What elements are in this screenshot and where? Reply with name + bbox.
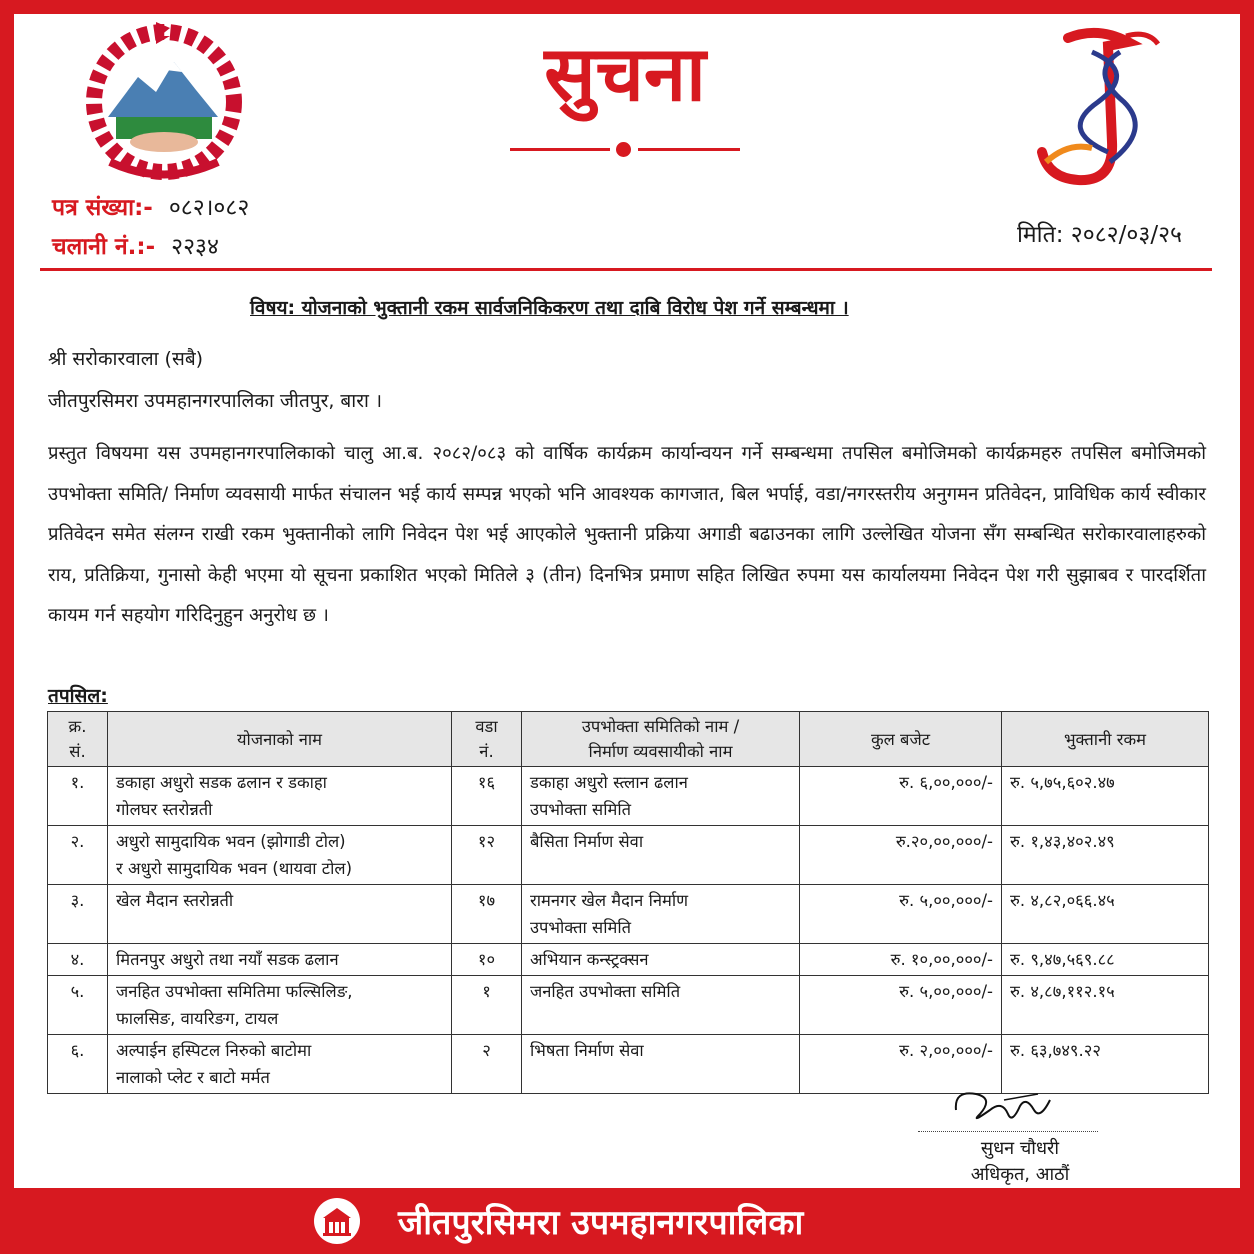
- subject-line: विषय: योजनाको भुक्तानी रकम सार्वजनिकिकरण तथा दाबि विरोध पेश गर्ने सम्बन्धमा ।: [250, 297, 849, 319]
- signature: [950, 1080, 1060, 1130]
- cell-paid: रु. ४,८२,०६६.४५: [1002, 885, 1209, 944]
- col-header-budget: कुल बजेट: [800, 712, 1002, 767]
- cell-ward: १: [452, 976, 522, 1035]
- cell-ward: २: [452, 1035, 522, 1094]
- notice-headline: सुचना: [544, 29, 706, 118]
- cell-committee: डकाहा अधुरो स्त्लान ढलान उपभोक्ता समिति: [522, 767, 800, 826]
- headline-underline-right: [638, 148, 740, 151]
- cell-budget: रु. २,००,०००/-: [800, 1035, 1002, 1094]
- cell-committee: अभियान कन्स्ट्रक्सन: [522, 944, 800, 976]
- col-header-paid: भुक्तानी रकम: [1002, 712, 1209, 767]
- signer-title: अधिकृत, आठौं: [970, 1164, 1070, 1185]
- cell-committee: रामनगर खेल मैदान निर्माण उपभोक्ता समिति: [522, 885, 800, 944]
- header-rule: [40, 268, 1212, 271]
- cell-name: अधुरो सामुदायिक भवन (झोगाडी टोल) र अधुरो सामुदायिक भवन (थायवा टोल): [108, 826, 452, 885]
- municipal-building-icon: [314, 1198, 360, 1244]
- dispatch-number-row: [52, 236, 219, 259]
- dispatch-number-value: २२३४: [171, 234, 219, 260]
- cell-sn: ४.: [48, 944, 108, 976]
- cell-paid: रु. ६३,७४९.२२: [1002, 1035, 1209, 1094]
- municipality-logo-icon: [1028, 22, 1166, 192]
- footer-municipality-name: जीतपुरसिमरा उपमहानगरपालिका: [398, 1203, 804, 1243]
- dispatch-number-label: चलानी नं.:-: [52, 234, 156, 260]
- table-row: [48, 944, 1209, 976]
- cell-committee: बैसिता निर्माण सेवा: [522, 826, 800, 885]
- cell-sn: ५.: [48, 976, 108, 1035]
- schedule-label: तपसिल:: [48, 685, 108, 707]
- cell-paid: रु. १,४३,४०२.४९: [1002, 826, 1209, 885]
- cell-budget: रु. १०,००,०००/-: [800, 944, 1002, 976]
- table-header-row: [48, 712, 1209, 767]
- table-row: [48, 885, 1209, 944]
- letter-number-value: ०८२।०८२: [168, 195, 250, 221]
- table-row: [48, 976, 1209, 1035]
- cell-name: डकाहा अधुरो सडक ढलान र डकाहा गोलघर स्तरोन्नती: [108, 767, 452, 826]
- cell-paid: रु. ४,८७,११२.१५: [1002, 976, 1209, 1035]
- headline-underline-left: [510, 148, 610, 151]
- cell-ward: १०: [452, 944, 522, 976]
- cell-budget: रु. ६,००,०००/-: [800, 767, 1002, 826]
- cell-sn: ३.: [48, 885, 108, 944]
- col-header-committee: उपभोक्ता समितिको नाम / निर्माण व्यवसायीको नाम: [522, 712, 800, 767]
- cell-name: जनहित उपभोक्ता समितिमा फल्सिलिङ, फालसिङ, वायरिङग, टायल: [108, 976, 452, 1035]
- cell-paid: रु. ५,७५,६०२.४७: [1002, 767, 1209, 826]
- address-line-1: श्री सरोकारवाला (सबै): [48, 348, 204, 370]
- cell-committee: जनहित उपभोक्ता समिति: [522, 976, 800, 1035]
- payment-table: [47, 711, 1209, 1094]
- cell-name: मितनपुर अधुरो तथा नयाँ सडक ढलान: [108, 944, 452, 976]
- cell-sn: २.: [48, 826, 108, 885]
- address-line-2: जीतपुरसिमरा उपमहानगरपालिका जीतपुर, बारा ।: [48, 390, 383, 412]
- notice-date: मिति: २०८२/०३/२५: [1016, 222, 1182, 248]
- headline-dot: [616, 142, 631, 157]
- table-row: [48, 767, 1209, 826]
- signer-block: [940, 1136, 1100, 1188]
- col-header-ward: वडा नं.: [452, 712, 522, 767]
- cell-committee: भिषता निर्माण सेवा: [522, 1035, 800, 1094]
- cell-name: खेल मैदान स्तरोन्नती: [108, 885, 452, 944]
- table-row: [48, 826, 1209, 885]
- cell-sn: १.: [48, 767, 108, 826]
- cell-sn: ६.: [48, 1035, 108, 1094]
- footer-bar: [0, 1188, 1254, 1254]
- col-header-name: योजनाको नाम: [108, 712, 452, 767]
- cell-ward: १२: [452, 826, 522, 885]
- letter-number-row: [52, 197, 249, 220]
- notice-body: प्रस्तुत विषयमा यस उपमहानगरपालिकाको चालु आ.ब. २०८२/०८३ को वार्षिक कार्यक्रम कार्यान्वयन गर्ने सम्बन्धमा तपसिल बमोजिमको कार्यक्रमहरु तपसिल बमोजिमको उपभोक्ता समिति/ निर्माण व्यवसायी मार्फत संचालन भई कार्य सम्पन्न भएको भनि आवश्यक कागजात, बिल भर्पाई, वडा/नगरस्तरीय अनुगमन प्रतिवेदन, प्राविधिक कार्य स्वीकार प्रतिवेदन समेत संलग्न राखी रकम भुक्तानीको लागि निवेदन पेश भई आएकोले भुक्तानी प्रक्रिया अगाडी बढाउनका लागि उल्लेखित योजना सँग सम्बन्धित सरोकारवालाहरुको राय, प्रतिक्रिया, गुनासो केही भएमा यो सूचना प्रकाशित भएको मितिले ३ (तीन) दिनभित्र प्रमाण सहित लिखित रुपमा यस कार्यालयमा निवेदन पेश गरी सुझाबव र पारदर्शिता कायम गर्न सहयोग गरिदिनुहुन अनुरोध छ ।: [48, 443, 1206, 626]
- cell-budget: रु. ५,००,०००/-: [800, 885, 1002, 944]
- cell-paid: रु. ९,४७,५६९.८८: [1002, 944, 1209, 976]
- cell-budget: रु.२०,००,०००/-: [800, 826, 1002, 885]
- letter-number-label: पत्र संख्या:-: [52, 195, 153, 221]
- nepal-emblem-icon: [78, 22, 250, 182]
- cell-name: अल्पाईन हस्पिटल निरुको बाटोमा नालाको प्लेट र बाटो मर्मत: [108, 1035, 452, 1094]
- col-header-sn: क्र. सं.: [48, 712, 108, 767]
- signer-name: सुधन चौधरी: [980, 1138, 1060, 1159]
- cell-ward: १७: [452, 885, 522, 944]
- cell-budget: रु. ५,००,०००/-: [800, 976, 1002, 1035]
- signature-line: [918, 1131, 1098, 1132]
- cell-ward: १६: [452, 767, 522, 826]
